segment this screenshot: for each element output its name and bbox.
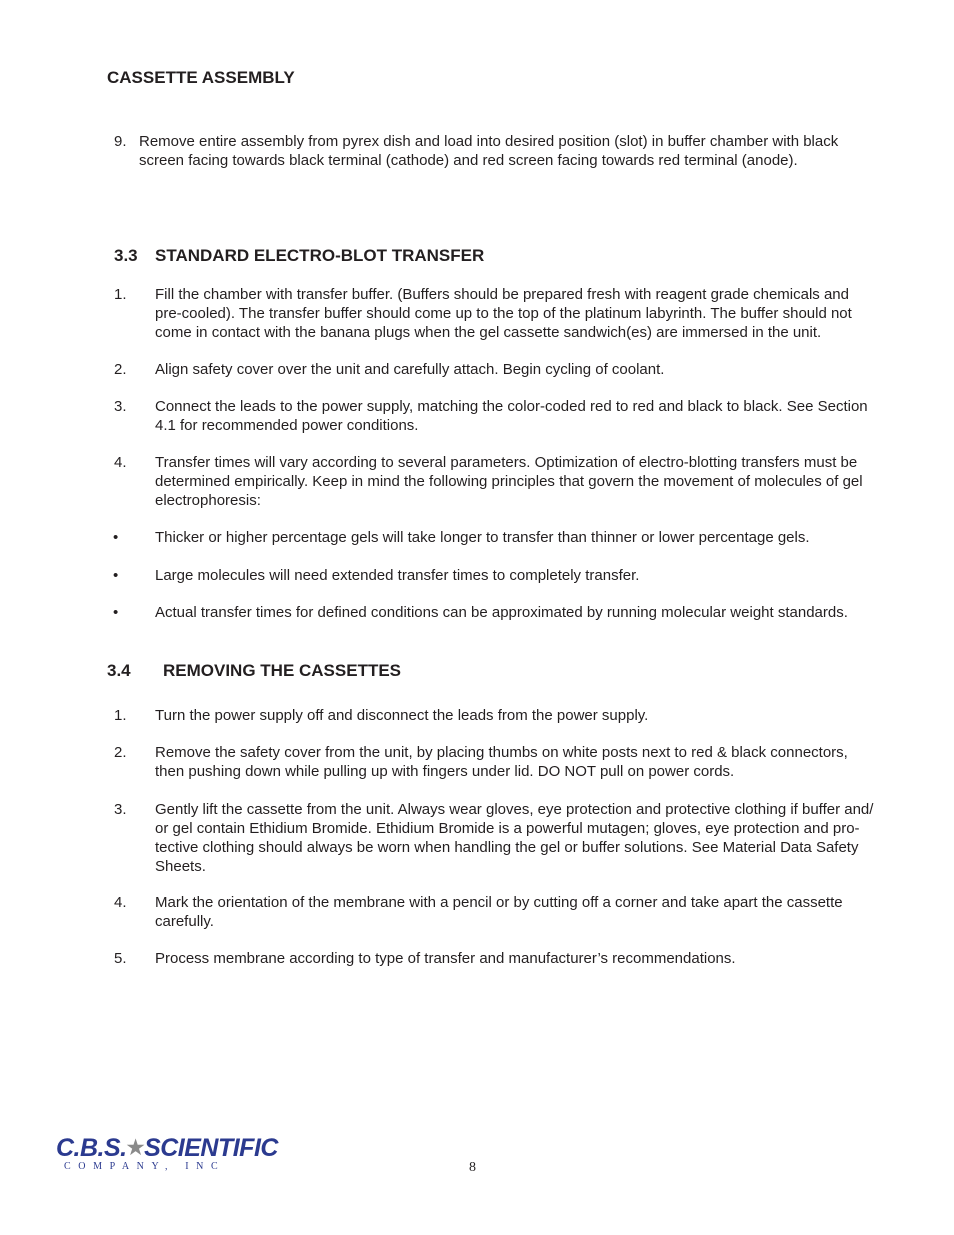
text-line: Connect the leads to the power supply, matching the color-coded red to red and black to black. See Section [155, 398, 868, 415]
text-line: Process membrane according to type of transfer and manufacturer’s recommendations. [155, 950, 736, 967]
section-title-3-3: STANDARD ELECTRO-BLOT TRANSFER [155, 246, 485, 265]
bullet-marker: • [113, 529, 119, 546]
section-number-3-3: 3.3 [114, 246, 138, 265]
company-logo [56, 1134, 278, 1172]
section-3-4-item-text [155, 800, 907, 876]
list-item-marker: 1. [114, 286, 127, 303]
page-number: 8 [469, 1160, 476, 1175]
section-3-3-item-text [155, 360, 907, 379]
section-3-3-item-text [155, 603, 907, 622]
section-3-3-item-text [155, 566, 907, 585]
list-item-marker: 2. [114, 361, 127, 378]
list-item-marker: 1. [114, 707, 127, 724]
text-line: come in contact with the banana plugs when the gel cassette sandwich(es) are immersed in the unit. [155, 324, 822, 341]
section-3-4-item-text [155, 743, 907, 781]
section-3-3-item-text [155, 528, 907, 547]
bullet-marker: • [113, 567, 119, 584]
text-line: carefully. [155, 913, 214, 930]
logo-text-scientific: SCIENTIFIC [144, 1134, 278, 1162]
list-item-marker: 2. [114, 744, 127, 761]
list-item-marker: 9. [114, 133, 127, 150]
text-line: Align safety cover over the unit and carefully attach. Begin cycling of coolant. [155, 361, 665, 378]
section-3-3-item-text [155, 285, 907, 342]
section-3-4-item-text [155, 706, 907, 725]
section-title-3-4: REMOVING THE CASSETTES [163, 661, 402, 680]
list-item-marker: 3. [114, 801, 127, 818]
section-heading-cassette-assembly: CASSETTE ASSEMBLY [107, 68, 295, 87]
list-item-marker: 3. [114, 398, 127, 415]
text-line: Fill the chamber with transfer buffer. (Buffers should be prepared fresh with reagent grade chemicals and [155, 286, 849, 303]
text-line: Actual transfer times for defined conditions can be approximated by running molecular weight standards. [155, 604, 848, 621]
text-line: determined empirically. Keep in mind the following principles that govern the movement of molecules of gel [155, 473, 863, 490]
text-line: Transfer times will vary according to several parameters. Optimization of electro-blotting transfers must be [155, 454, 858, 471]
logo-text-company: COMPANY, INC [64, 1161, 226, 1172]
section-number-3-4: 3.4 [107, 661, 131, 680]
list-item-text: Remove entire assembly from pyrex dish and load into desired position (slot) in buffer chamber with black screen facing towards black terminal (cathode) and red screen facing towards red terminal (anode). [139, 133, 839, 169]
text-line: Gently lift the cassette from the unit. Always wear gloves, eye protection and protective clothing if buffer and/ [155, 801, 874, 818]
text-line: Mark the orientation of the membrane with a pencil or by cutting off a corner and take apart the cassette [155, 894, 843, 911]
list-item-marker: 4. [114, 894, 127, 911]
text-line: Sheets. [155, 858, 206, 875]
text-line: or gel contain Ethidium Bromide. Ethidium Bromide is a powerful mutagen; gloves, eye protection and pro- [155, 820, 860, 837]
text-line: tective clothing should always be worn when handling the gel or buffer solutions. See Material Data Safety [155, 839, 859, 856]
logo-text-cbs: C.B.S. [56, 1134, 127, 1162]
text-line: pre-cooled). The transfer buffer should come up to the top of the platinum labyrinth. The buffer should not [155, 305, 852, 322]
section-3-4-item-text [155, 949, 907, 968]
star-icon: ★ [126, 1137, 145, 1159]
text-line: Turn the power supply off and disconnect the leads from the power supply. [155, 707, 649, 724]
list-item-marker: 5. [114, 950, 127, 967]
text-line: then pushing down while pulling up with fingers under lid. DO NOT pull on power cords. [155, 763, 735, 780]
section-3-3-item-text [155, 397, 907, 435]
bullet-marker: • [113, 604, 119, 621]
section-3-3-item-text [155, 453, 907, 510]
text-line: Remove the safety cover from the unit, by placing thumbs on white posts next to red & black connectors, [155, 744, 848, 761]
section-3-4-item-text [155, 893, 907, 931]
text-line: Large molecules will need extended transfer times to completely transfer. [155, 567, 640, 584]
text-line: 4.1 for recommended power conditions. [155, 417, 419, 434]
text-line: electrophoresis: [155, 492, 261, 509]
list-item-marker: 4. [114, 454, 127, 471]
text-line: Thicker or higher percentage gels will take longer to transfer than thinner or lower percentage gels. [155, 529, 810, 546]
